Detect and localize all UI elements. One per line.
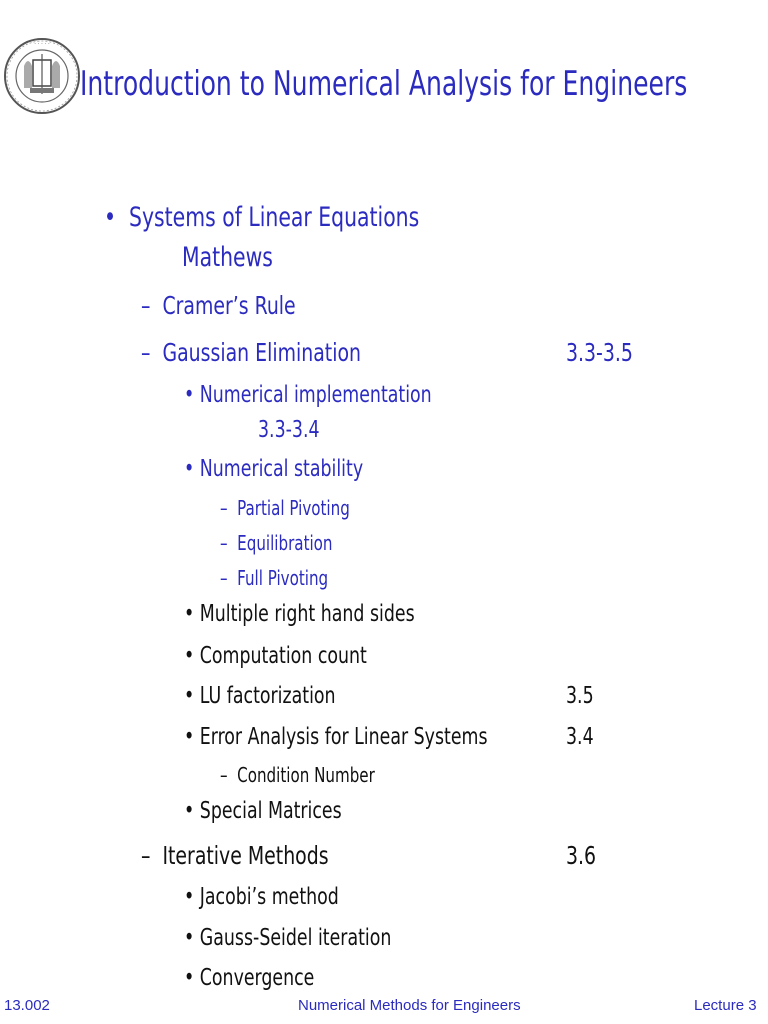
- bullet-marker: •: [184, 683, 195, 709]
- bullet-marker: –: [220, 566, 228, 590]
- bullet-marker: •: [184, 724, 195, 750]
- bullet-marker: •: [184, 965, 195, 991]
- bullet-marker: –: [141, 338, 151, 367]
- outline-label: Numerical implementation: [199, 382, 432, 408]
- footer-course-name: Numerical Methods for Engineers: [298, 997, 521, 1014]
- section-ref-gaussian: 3.3-3.5: [566, 338, 633, 367]
- outline-label: Computation count: [199, 643, 367, 669]
- outline-label: Systems of Linear Equations: [129, 202, 420, 233]
- outline-item-num-stab: [184, 456, 397, 482]
- svg-text:· · · · ·: · · · · ·: [34, 41, 50, 48]
- outline-label: Equilibration: [237, 531, 333, 555]
- outline-item-iterative: [141, 841, 364, 870]
- outline-item-error: [184, 724, 545, 750]
- outline-label: Partial Pivoting: [237, 496, 350, 520]
- bullet-marker: –: [220, 496, 228, 520]
- outline-label: Multiple right hand sides: [199, 601, 415, 627]
- outline-label: Condition Number: [237, 763, 375, 787]
- footer-lecture: Lecture 3: [694, 997, 757, 1014]
- slide-title: Introduction to Numerical Analysis for Engineers: [80, 64, 688, 104]
- outline-item-lu: [184, 683, 364, 709]
- bullet-marker: –: [141, 291, 151, 320]
- outline-item-systems: [104, 202, 479, 233]
- outline-item-jacobi: [184, 884, 368, 910]
- outline-label: LU factorization: [199, 683, 336, 709]
- outline-label: Mathews: [182, 242, 273, 273]
- outline-item-full: [220, 566, 349, 590]
- outline-label: Jacobi’s method: [199, 884, 339, 910]
- outline-label: Special Matrices: [199, 798, 342, 824]
- outline-item-gauss-seidel: [184, 925, 431, 951]
- outline-item-equil: [220, 531, 354, 555]
- section-ref-lu: 3.5: [566, 683, 594, 709]
- bullet-marker: •: [184, 601, 195, 627]
- outline-label: Cramer’s Rule: [162, 291, 296, 320]
- outline-item-convergence: [184, 965, 339, 991]
- outline-item-num-impl: [184, 382, 479, 408]
- outline-item-partial: [220, 496, 375, 520]
- outline-item-cramer: [141, 291, 325, 320]
- outline-label: Error Analysis for Linear Systems: [199, 724, 488, 750]
- outline-item-multiple: [184, 601, 459, 627]
- outline-item-gaussian: [141, 338, 403, 367]
- bullet-marker: •: [184, 456, 195, 482]
- bullet-marker: •: [184, 643, 195, 669]
- outline-item-special: [184, 798, 372, 824]
- footer-course-number: 13.002: [4, 997, 50, 1014]
- outline-item-mathews: [182, 242, 290, 273]
- outline-label: Iterative Methods: [162, 841, 329, 870]
- outline-label: Full Pivoting: [237, 566, 329, 590]
- bullet-marker: •: [184, 884, 195, 910]
- outline-label: Convergence: [199, 965, 315, 991]
- outline-item-count: [184, 643, 402, 669]
- bullet-marker: •: [184, 798, 195, 824]
- section-ref-num-impl: 3.3-3.4: [258, 417, 320, 443]
- bullet-marker: –: [220, 531, 228, 555]
- bullet-marker: –: [220, 763, 228, 787]
- section-ref-iterative: 3.6: [566, 841, 597, 870]
- mit-seal-icon: [2, 14, 82, 142]
- outline-label: Gaussian Elimination: [162, 338, 361, 367]
- bullet-marker: –: [141, 841, 151, 870]
- bullet-marker: •: [104, 202, 117, 233]
- outline-label: Numerical stability: [199, 456, 364, 482]
- outline-item-condition: [220, 763, 404, 787]
- outline-label: Gauss-Seidel iteration: [199, 925, 392, 951]
- bullet-marker: •: [184, 382, 195, 408]
- bullet-marker: •: [184, 925, 195, 951]
- section-ref-error: 3.4: [566, 724, 594, 750]
